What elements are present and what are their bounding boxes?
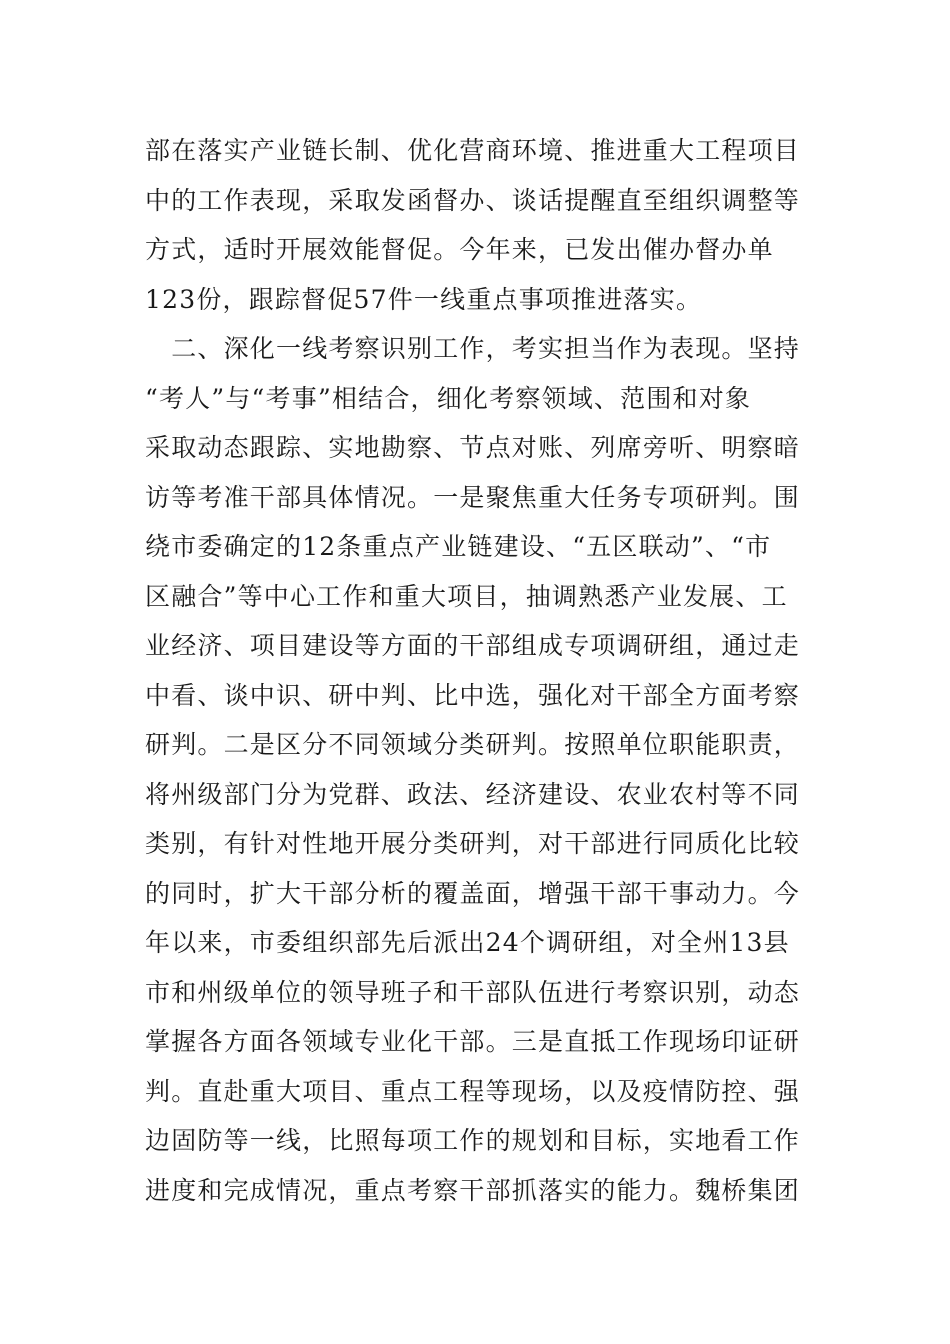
text-line: 边固防等一线，比照每项工作的规划和目标，实地看工作 bbox=[145, 1126, 801, 1155]
text-line: 判。直赴重大项目、重点工程等现场，以及疫情防控、强 bbox=[145, 1076, 801, 1106]
text-line: 区融合”等中心工作和重大项目，抽调熟悉产业发展、工 bbox=[145, 581, 788, 611]
text-line: 中看、谈中识、研中判、比中选，强化对干部全方面考察 bbox=[145, 680, 801, 710]
text-line: 123份，跟踪督促57件一线重点事项推进落实。 bbox=[145, 284, 703, 314]
text-line: 中的工作表现，采取发函督办、谈话提醒直至组织调整等 bbox=[145, 185, 801, 215]
paragraph-start-line: 二、深化一线考察识别工作，考实担当作为表现。坚持 bbox=[145, 334, 801, 363]
text-line: 类别，有针对性地开展分类研判，对干部进行同质化比较 bbox=[145, 829, 801, 858]
text-line: 研判。二是区分不同领域分类研判。按照单位职能职责， bbox=[145, 730, 801, 759]
text-line: 将州级部门分为党群、政法、经济建设、农业农村等不同 bbox=[145, 779, 801, 809]
text-line: 采取动态跟踪、实地勘察、节点对账、列席旁听、明察暗 bbox=[145, 433, 801, 462]
text-line: 部在落实产业链长制、优化营商环境、推进重大工程项目 bbox=[145, 136, 801, 165]
body-text bbox=[145, 126, 815, 1215]
text-line: 方式，适时开展效能督促。今年来，已发出催办督办单 bbox=[145, 235, 774, 264]
text-line: 市和州级单位的领导班子和干部队伍进行考察识别，动态 bbox=[145, 977, 801, 1007]
text-line: 年以来，市委组织部先后派出24个调研组，对全州13县 bbox=[145, 928, 790, 957]
text-line: 掌握各方面各领域专业化干部。三是直抵工作现场印证研 bbox=[145, 1027, 801, 1056]
text-line: 访等考准干部具体情况。一是聚焦重大任务专项研判。围 bbox=[145, 482, 801, 512]
text-line: “考人”与“考事”相结合，细化考察领域、范围和对象 bbox=[145, 383, 752, 413]
text-line: 的同时，扩大干部分析的覆盖面，增强干部干事动力。今 bbox=[145, 878, 801, 908]
text-line: 绕市委确定的12条重点产业链建设、“五区联动”、“市 bbox=[145, 532, 772, 561]
text-line: 进度和完成情况，重点考察干部抓落实的能力。魏桥集团 bbox=[145, 1175, 801, 1205]
text-line: 业经济、项目建设等方面的干部组成专项调研组，通过走 bbox=[145, 631, 801, 660]
